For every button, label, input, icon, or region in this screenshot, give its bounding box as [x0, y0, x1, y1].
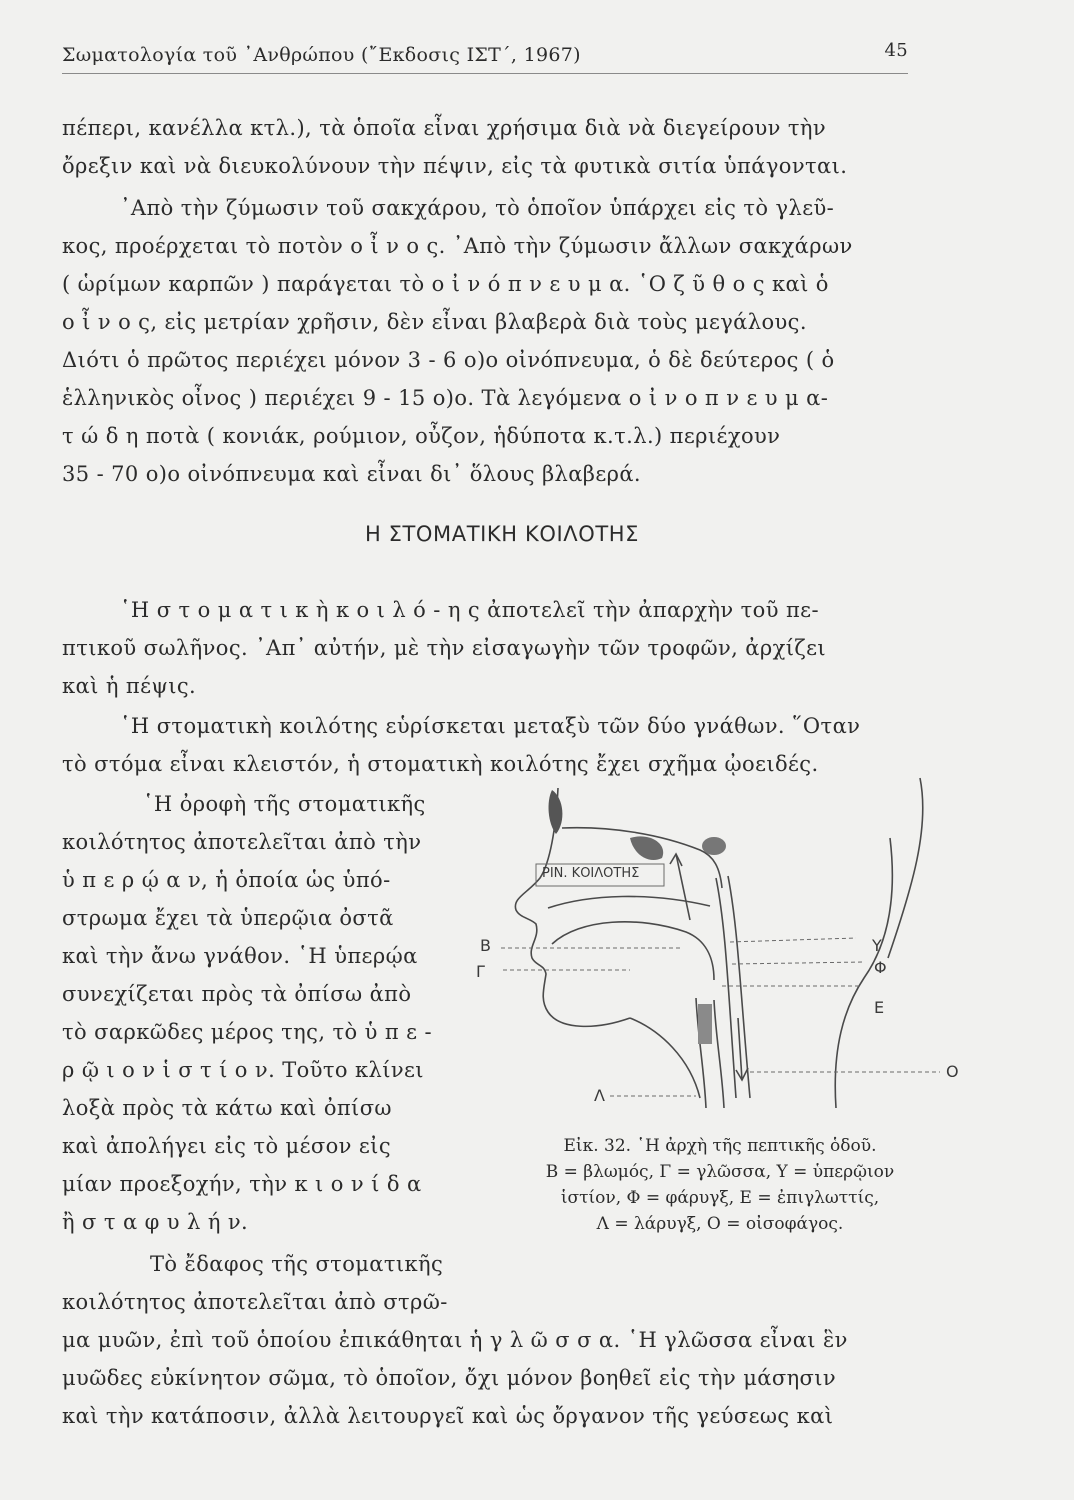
pharynx-back-wall: [728, 876, 750, 1098]
text-line: 35 - 70 ο)ο οἰνόπνευμα καὶ εἶναι δι᾿ ὅλους βλαβερά.: [62, 462, 642, 486]
text-line: πέπερι, κανέλλα κτλ.), τὰ ὁποῖα εἶναι χρήσιμα διὰ νὰ διεγείρουν τὴν: [62, 116, 827, 140]
text-line: ῾Η στοματικὴ κοιλότης εὑρίσκεται μεταξὺ τῶν δύο γνάθων. ῞Οταν: [120, 714, 861, 738]
running-head: [62, 40, 908, 74]
header-rule: [62, 73, 908, 74]
text-line: τ ώ δ η ποτὰ ( κονιάκ, ρούμιον, οὖζον, ἡδύποτα κ.τ.λ.) περιέχουν: [62, 424, 781, 448]
text-line: καὶ ἡ πέψις.: [62, 674, 197, 698]
pointer-Y: [730, 938, 856, 942]
label-nasal-cavity: ΡΙΝ. ΚΟΙΛΟΤΗΣ: [542, 866, 640, 881]
text-line: συνεχίζεται πρὸς τὰ ὀπίσω ἀπὸ: [62, 982, 412, 1006]
larynx-back: [714, 1000, 724, 1108]
label-B: Β: [480, 936, 491, 955]
text-line: στρωμα ἔχει τὰ ὑπερῷια ὀστᾶ: [62, 906, 394, 930]
frontal-sinus-shading: [549, 790, 563, 834]
text-line: Διότι ὁ πρῶτος περιέχει μόνον 3 - 6 ο)ο οἰνόπνευμα, ὁ δὲ δεύτερος ( ὁ: [62, 348, 835, 372]
label-F: Φ: [874, 958, 887, 977]
text-line: πτικοῦ σωλῆνος. ᾿Απ᾿ αὐτήν, μὲ τὴν εἰσαγωγὴν τῶν τροφῶν, ἀρχίζει: [62, 636, 827, 660]
guide-line: [888, 778, 923, 958]
digestive-tract-illustration: [500, 768, 970, 1128]
text-line: ρ ῷ ι ο ν ἱ σ τ ί ο ν. Τοῦτο κλίνει: [62, 1058, 424, 1082]
label-G: Γ: [476, 962, 485, 981]
text-line: ( ὡρίμων καρπῶν ) παράγεται τὸ ο ἰ ν ό π ν ε υ μ α. ῾Ο ζ ῦ θ ο ς καὶ ὁ: [62, 272, 829, 296]
tongue-outline: [552, 922, 714, 980]
text-line: λοξὰ πρὸς τὰ κάτω καὶ ὀπίσω: [62, 1096, 392, 1120]
anatomy-figure: [476, 768, 970, 1128]
text-line: ὑ π ε ρ ῴ α ν, ἡ ὁποία ὡς ὑπό-: [62, 868, 391, 892]
text-line: ῾Η σ τ ο μ α τ ι κ ὴ κ ο ι λ ό - η ς ἀποτελεῖ τὴν ἀπαρχὴν τοῦ πε-: [120, 598, 819, 622]
face-profile-outline: [515, 788, 630, 1026]
text-line: ο ἶ ν ο ς, εἰς μετρίαν χρῆσιν, δὲν εἶναι βλαβερὰ διὰ τοὺς μεγάλους.: [62, 310, 807, 334]
text-line: μυῶδες εὐκίνητον σῶμα, τὸ ὁποῖον, ὄχι μόνον βοηθεῖ εἰς τὴν μάσησιν: [62, 1366, 837, 1390]
text-line: ἢ σ τ α φ υ λ ή ν.: [62, 1210, 249, 1234]
text-line: ὄρεξιν καὶ νὰ διευκολύνουν τὴν πέψιν, εἰς τὰ φυτικὰ σιτία ὑπάγονται.: [62, 154, 848, 178]
text-line: Τὸ ἔδαφος τῆς στοματικῆς: [150, 1252, 444, 1276]
nasal-concha-shading: [630, 836, 663, 860]
text-line: μίαν προεξοχήν, τὴν κ ι ο ν ί δ α: [62, 1172, 422, 1196]
text-line: καὶ τὴν ἄνω γνάθον. ῾Η ὑπερῴα: [62, 944, 418, 968]
larynx-shading: [698, 1004, 712, 1044]
figure-caption-line: Εἰκ. 32. ῾Η ἀρχὴ τῆς πεπτικῆς ὁδοῦ.: [563, 1136, 877, 1156]
figure-caption-line: Λ = λάρυγξ, Ο = οἰσοφάγος.: [596, 1214, 844, 1234]
text-line: κοιλότητος ἀποτελεῖται ἀπὸ στρῶ-: [62, 1290, 448, 1314]
label-O: Ο: [946, 1062, 959, 1081]
text-line: τὸ στόμα εἶναι κλειστόν, ἡ στοματικὴ κοιλότης ἔχει σχῆμα ᾠοειδές.: [62, 752, 819, 776]
text-line: καὶ ἀπολήγει εἰς τὸ μέσον εἰς: [62, 1134, 391, 1158]
text-line: ἑλληνικὸς οἶνος ) περιέχει 9 - 15 ο)ο. Τὰ λεγόμενα ο ἰ ν ο π ν ε υ μ α-: [62, 386, 829, 410]
section-heading: Η ΣΤΟΜΑΤΙΚΗ ΚΟΙΛΟΤΗΣ: [364, 522, 640, 546]
text-line: κοιλότητος ἀποτελεῖται ἀπὸ τὴν: [62, 830, 422, 854]
food-arrow: [738, 1018, 742, 1080]
page-number: 45: [884, 40, 908, 61]
air-arrow: [676, 854, 690, 920]
figure-caption-line: Β = βλωμός, Γ = γλῶσσα, Υ = ὑπερῷιον: [545, 1162, 895, 1182]
figure-caption-line: ἱστίον, Φ = φάρυγξ, Ε = ἐπιγλωττίς,: [560, 1188, 880, 1208]
text-line: τὸ σαρκῶδες μέρος της, τὸ ὑ π ε -: [62, 1020, 432, 1044]
sphenoid-shading: [702, 837, 726, 855]
throat-outline: [630, 1018, 700, 1098]
running-head-title: Σωματολογία τοῦ ᾿Ανθρώπου (῎Εκδοσις ΙΣΤ΄, 1967): [62, 44, 581, 66]
text-line: ᾿Απὸ τὴν ζύμωσιν τοῦ σακχάρου, τὸ ὁποῖον ὑπάρχει εἰς τὸ γλεῦ-: [120, 196, 835, 220]
text-line: καὶ τὴν κατάποσιν, ἀλλὰ λειτουργεῖ καὶ ὡς ὄργανον τῆς γεύσεως καὶ: [62, 1404, 834, 1428]
label-E: Ε: [874, 998, 885, 1017]
label-L: Λ: [594, 1086, 605, 1105]
pointer-F: [732, 962, 864, 964]
label-Y: Υ: [872, 936, 882, 955]
text-line: μα μυῶν, ἐπὶ τοῦ ὁποίου ἐπικάθηται ἡ γ λ ῶ σ σ α. ῾Η γλῶσσα εἶναι ἓν: [62, 1328, 848, 1352]
text-line: ῾Η ὀροφὴ τῆς στοματικῆς: [143, 792, 426, 816]
text-line: κος, προέρχεται τὸ ποτὸν ο ἶ ν ο ς. ᾿Απὸ τὴν ζύμωσιν ἄλλων σακχάρων: [62, 234, 853, 258]
